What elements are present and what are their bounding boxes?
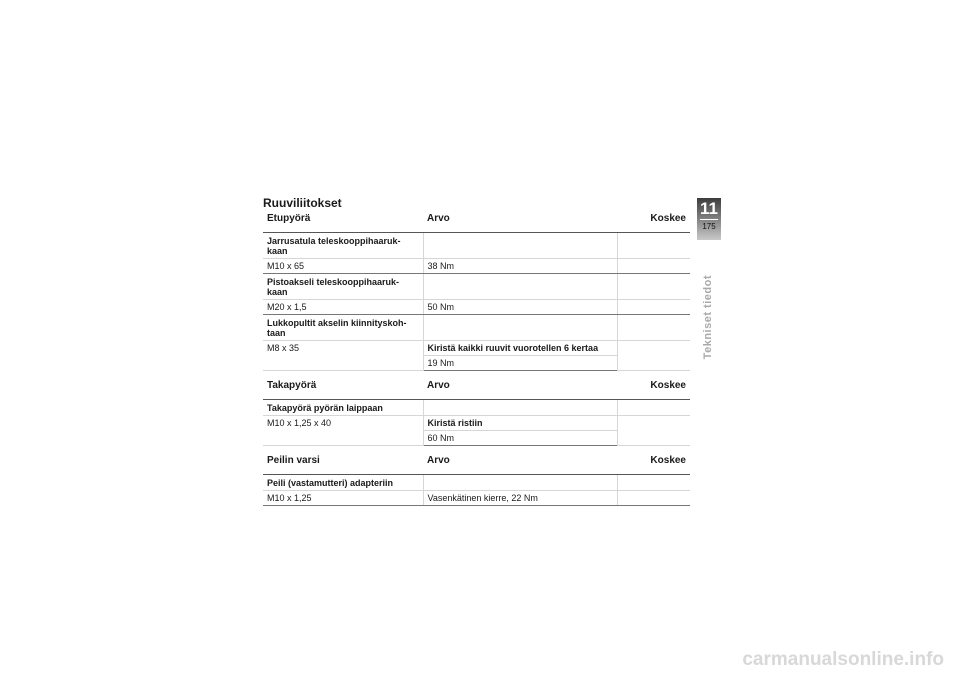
- column-header-applies: Koskee: [617, 371, 690, 400]
- table-row: [263, 315, 690, 341]
- chapter-divider: [700, 219, 718, 220]
- part-name: Jarrusatula teleskooppihaaruk-kaan: [263, 233, 423, 259]
- part-name: Lukkopultit akselin kiinnityskoh-taan: [263, 315, 423, 341]
- torque-instruction: Kiristä ristiin: [423, 416, 617, 431]
- chapter-number: 11: [700, 199, 718, 218]
- chapter-tab: [697, 198, 721, 240]
- column-header-value: Arvo: [423, 209, 617, 233]
- part-name: Pistoakseli teleskooppihaaruk-kaan: [263, 274, 423, 300]
- part-name: Peili (vastamutteri) adapteriin: [263, 475, 423, 491]
- page-number: 175: [702, 222, 716, 231]
- table-row: [263, 341, 690, 356]
- part-name: Takapyörä pyörän laippaan: [263, 400, 423, 416]
- table-header-row: [263, 446, 690, 475]
- chapter-side-label: Tekniset tiedot: [702, 275, 714, 360]
- table-row: [263, 259, 690, 274]
- torque-value: Vasenkätinen kierre, 22 Nm: [423, 491, 617, 506]
- table-row: [263, 233, 690, 259]
- spec-value: M10 x 1,25 x 40: [263, 416, 423, 446]
- torque-value: 60 Nm: [423, 431, 617, 446]
- column-header-applies: Koskee: [617, 209, 690, 233]
- torque-value: 38 Nm: [423, 259, 617, 274]
- section-title: Ruuviliitokset: [263, 196, 342, 210]
- table-row: [263, 475, 690, 491]
- spec-value: M10 x 1,25: [263, 491, 423, 506]
- column-header-component: Takapyörä: [263, 371, 423, 400]
- table-row: [263, 300, 690, 315]
- torque-value: 50 Nm: [423, 300, 617, 315]
- spec-value: M20 x 1,5: [263, 300, 423, 315]
- column-header-value: Arvo: [423, 446, 617, 475]
- torque-spec-table: [263, 209, 690, 506]
- column-header-component: Etupyörä: [263, 209, 423, 233]
- table-row: [263, 416, 690, 431]
- column-header-component: Peilin varsi: [263, 446, 423, 475]
- table-header-row: [263, 209, 690, 233]
- watermark: carmanualsonline.info: [742, 649, 944, 670]
- spec-value: M8 x 35: [263, 341, 423, 371]
- spec-value: M10 x 65: [263, 259, 423, 274]
- torque-value: 19 Nm: [423, 356, 617, 371]
- table-row: [263, 491, 690, 506]
- torque-instruction: Kiristä kaikki ruuvit vuorotellen 6 kertaa: [423, 341, 617, 356]
- column-header-value: Arvo: [423, 371, 617, 400]
- table-row: [263, 274, 690, 300]
- table-row: [263, 400, 690, 416]
- column-header-applies: Koskee: [617, 446, 690, 475]
- table-header-row: [263, 371, 690, 400]
